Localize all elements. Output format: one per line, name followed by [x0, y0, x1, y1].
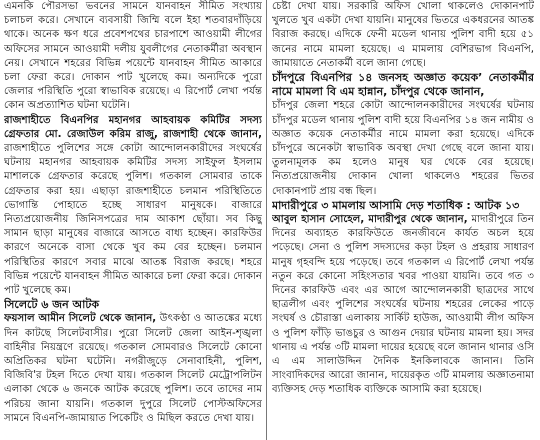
article-lead: রাজশাহীতে বিএনপির মহানগর আহবায়ক কমিটির সদস্য গ্রেফতার মো. রেজাউল করিম রাজু, রাজশাহী থেকে জানান, [4, 114, 262, 140]
section-headline: মাদারীপুরে ৩ মামলায় আসামি দেড় শতাধিক : আটক ১৩ [272, 198, 520, 212]
article-lead: আবুল হাসান সোহেল, মাদারীপুর থেকে জানান, [272, 214, 468, 226]
article-paragraph: রাজশাহীতে পুলিশের সঙ্গে কোটা আন্দোলনকারীদের সংঘর্ষের ঘটনায় মহানগর আহবায়ক কমিটির সদস্য সাইফুল ইসলাম মাশালকে গ্রেফতার করেছে পুলিশ। গতকাল সোমবার তাকে গ্রেফতার করা হয়। এছাড়া রাজশাহীতে চলমান পরিস্থিতিতে ভোগান্তি পোহাতে হচ্ছে সাধারণ মানুষকে। বাজারে নিত্যপ্রয়োজনীয় জিনিসপত্রের দাম আকাশ ছোঁয়া। সব কিছু সামান ছাড়া মানুষের বাজারে আসতে বাধ্য হচ্ছেন। কারফিউর কারণে অনেকে বাসা থেকে খুব কম বের হচ্ছেন। চলমান পরিস্থিতির কারণে সবার মাঝে আতঙ্ক বিরাজ করছে। শহরে বিভিন্ন পয়েন্টে যানবাহন সীমিত আকারে চলা ফেরা করে। দোকান পাট খুলেছে কম। [4, 143, 262, 297]
section-headline: চাঁদপুরে বিএনপির ১৪ জনসহ অজ্ঞাত কয়েক’ নেতাকর্মীর নামে মামলা বি এম হান্নান, চাঁদপুর থেকে জানান, [272, 71, 534, 99]
section-headline: সিলেটে ৬ জন আটক [4, 298, 100, 312]
column-divider [266, 0, 267, 440]
article-paragraph: উৎকণ্ঠা ও আতঙ্কের মধ্যে দিন কাটছে সিলেটবাসীর। পুরো সিলেট জেলা আইন-শৃঙ্খলা বাহিনীর নিয়ন্ত্রণে রয়েছে। গতকাল সোমবারও সিলেটে কোনো অপ্রিতিকর ঘটনা ঘটেনি। নগরীজুড়ে সেনাবাহিনী, পুলিশ, বিজিবি'র টহল দিতে দেখা যায়। গতকাল সিলেট মেট্রোপলিটন এলাকা থেকে ৬ জনকে আটক করেছে পুলিশ। তবে তাদের নাম পরিচয় জানা যায়নি। গতকাল দুপুরে সিলেট পোস্টঅফিসের সামনে বিএনপি-জামায়াত পিকেটিং ও মিছিল করতে দেখা যায়। [4, 313, 262, 424]
left-column [4, 0, 262, 440]
article-lead: ফয়সাল আমীন সিলেট থেকে জানান, [4, 313, 157, 325]
article-paragraph: এমনকি পৌরসভা ভবনের সামনে যানবাহন সীমিত সংখ্যায় চলাচল করে। সেখানে ব্যবসায়ী জিম্মি বলে ইহা শতবারদাঁড়িয়ে থাকে। অনেক ক্ষণ ধরে প্রবেশপথের চারপাশে আওয়ামী লীগের অফিসের সামনে আওয়ামী দলীয় যুবলীগের নেতাকর্মীরা অবস্থান নেয়। সেখানে শহরের বিভিন্ন পয়েন্টে যানবাহন সীমিত আকারে চলা ফেরা করে। দোকান পাট খুলেছে কম। অন্যদিকে পুরো জেলার পরিস্থিতি পুরো স্বাভাবিক রয়েছে। এ রিপোর্ট লেখা পর্যন্ত কোন অপ্রত্যাশিত ঘটনা ঘটেনি। [4, 1, 262, 112]
article-paragraph: চেষ্টা দেখা যায়। সরকারি অফিস খোলা থাকলেও দোকানপাট খুলতে খুব একটা দেখা যায়নি। মানুষের ভিতরে একধরনের আতঙ্ক বিরাজ করছে। এদিকে ফেনী মডেল থানায় পুলিশ বাদী হয়ে ৫১ জনের নামে মামলা হয়েছে। এ মামলায় বেশিরভাগ বিএনপি, জামায়াতে নেতাকর্মী বলে জানা গেছে। [272, 1, 534, 69]
article-paragraph: চাঁদপুর জেলা শহরে কোটা আন্দোলনকারীদের সংঘর্ষের ঘটনায় চাঁদপুর মডেল থানায় পুলিশ বাদী হয়ে বিএনপির ১৪ জন নামীয় ও অজ্ঞাত কয়েক নেতাকর্মীর নামে মামলা করা হয়েছে। এদিকে চাঁদপুরে অনেকটা স্বাভাবিক অবস্থা দেখা গেছে বলে জানা যায়। তুলনামূলক কম হলেও মানুষ ঘর থেকে বের হয়েছে। নিত্যপ্রয়োজনীয় দোকান খোলা থাকলেও শহরের ভিতর দোকানপাট প্রায় বন্ধ ছিল। [272, 100, 534, 197]
right-column [272, 0, 534, 440]
article-paragraph: মাদারীপুরে তিন দিনের অব্যাহত কারফিউতে জনজীবনে কার্যত অচল হয়ে পড়েছে। সেনা ও পুলিশ সদস্যদের কড়া টহল ও প্রহরায় সাধারণ মানুষ গৃহবন্দি হয়ে পড়েছে। তবে গতকাল এ রিপোর্ট লেখা পর্যন্ত নতুন করে কোনো সহিংসতার খবর পাওয়া যায়নি। তবে গত ৩ দিনের কারফিউ এবং এর আগে আন্দোলনকারী ছাত্রদের সাথে ছাত্রলীগ এবং পুলিশের সংঘর্ষের ঘটনায় শহরের লেকের পাড়ে সংঘর্ষ ও চৌরাস্তা এলাকায় সার্কিট হাউজ, আওয়ামী লীগ অফিস ও পুলিশ ফাঁড়ি ভাঙচুর ও আগুন দেয়ার ঘটনায় মামলা হয়। সদর থানায় এ পর্যন্ত ৩টি মামলা দায়ের হয়েছে বলে জানান থানার ওসি এ এম সালাউদ্দিন দৈনিক ইনকিলাবকে জানান। তিনি সাংবাদিকদের আরো জানান, দায়েরকৃত ৩টি মামলায় অজ্ঞাতনামা ব্যক্তিসহ দেড় শতাধিক ব্যক্তিকে আসামি করা হয়েছে। [272, 214, 534, 396]
